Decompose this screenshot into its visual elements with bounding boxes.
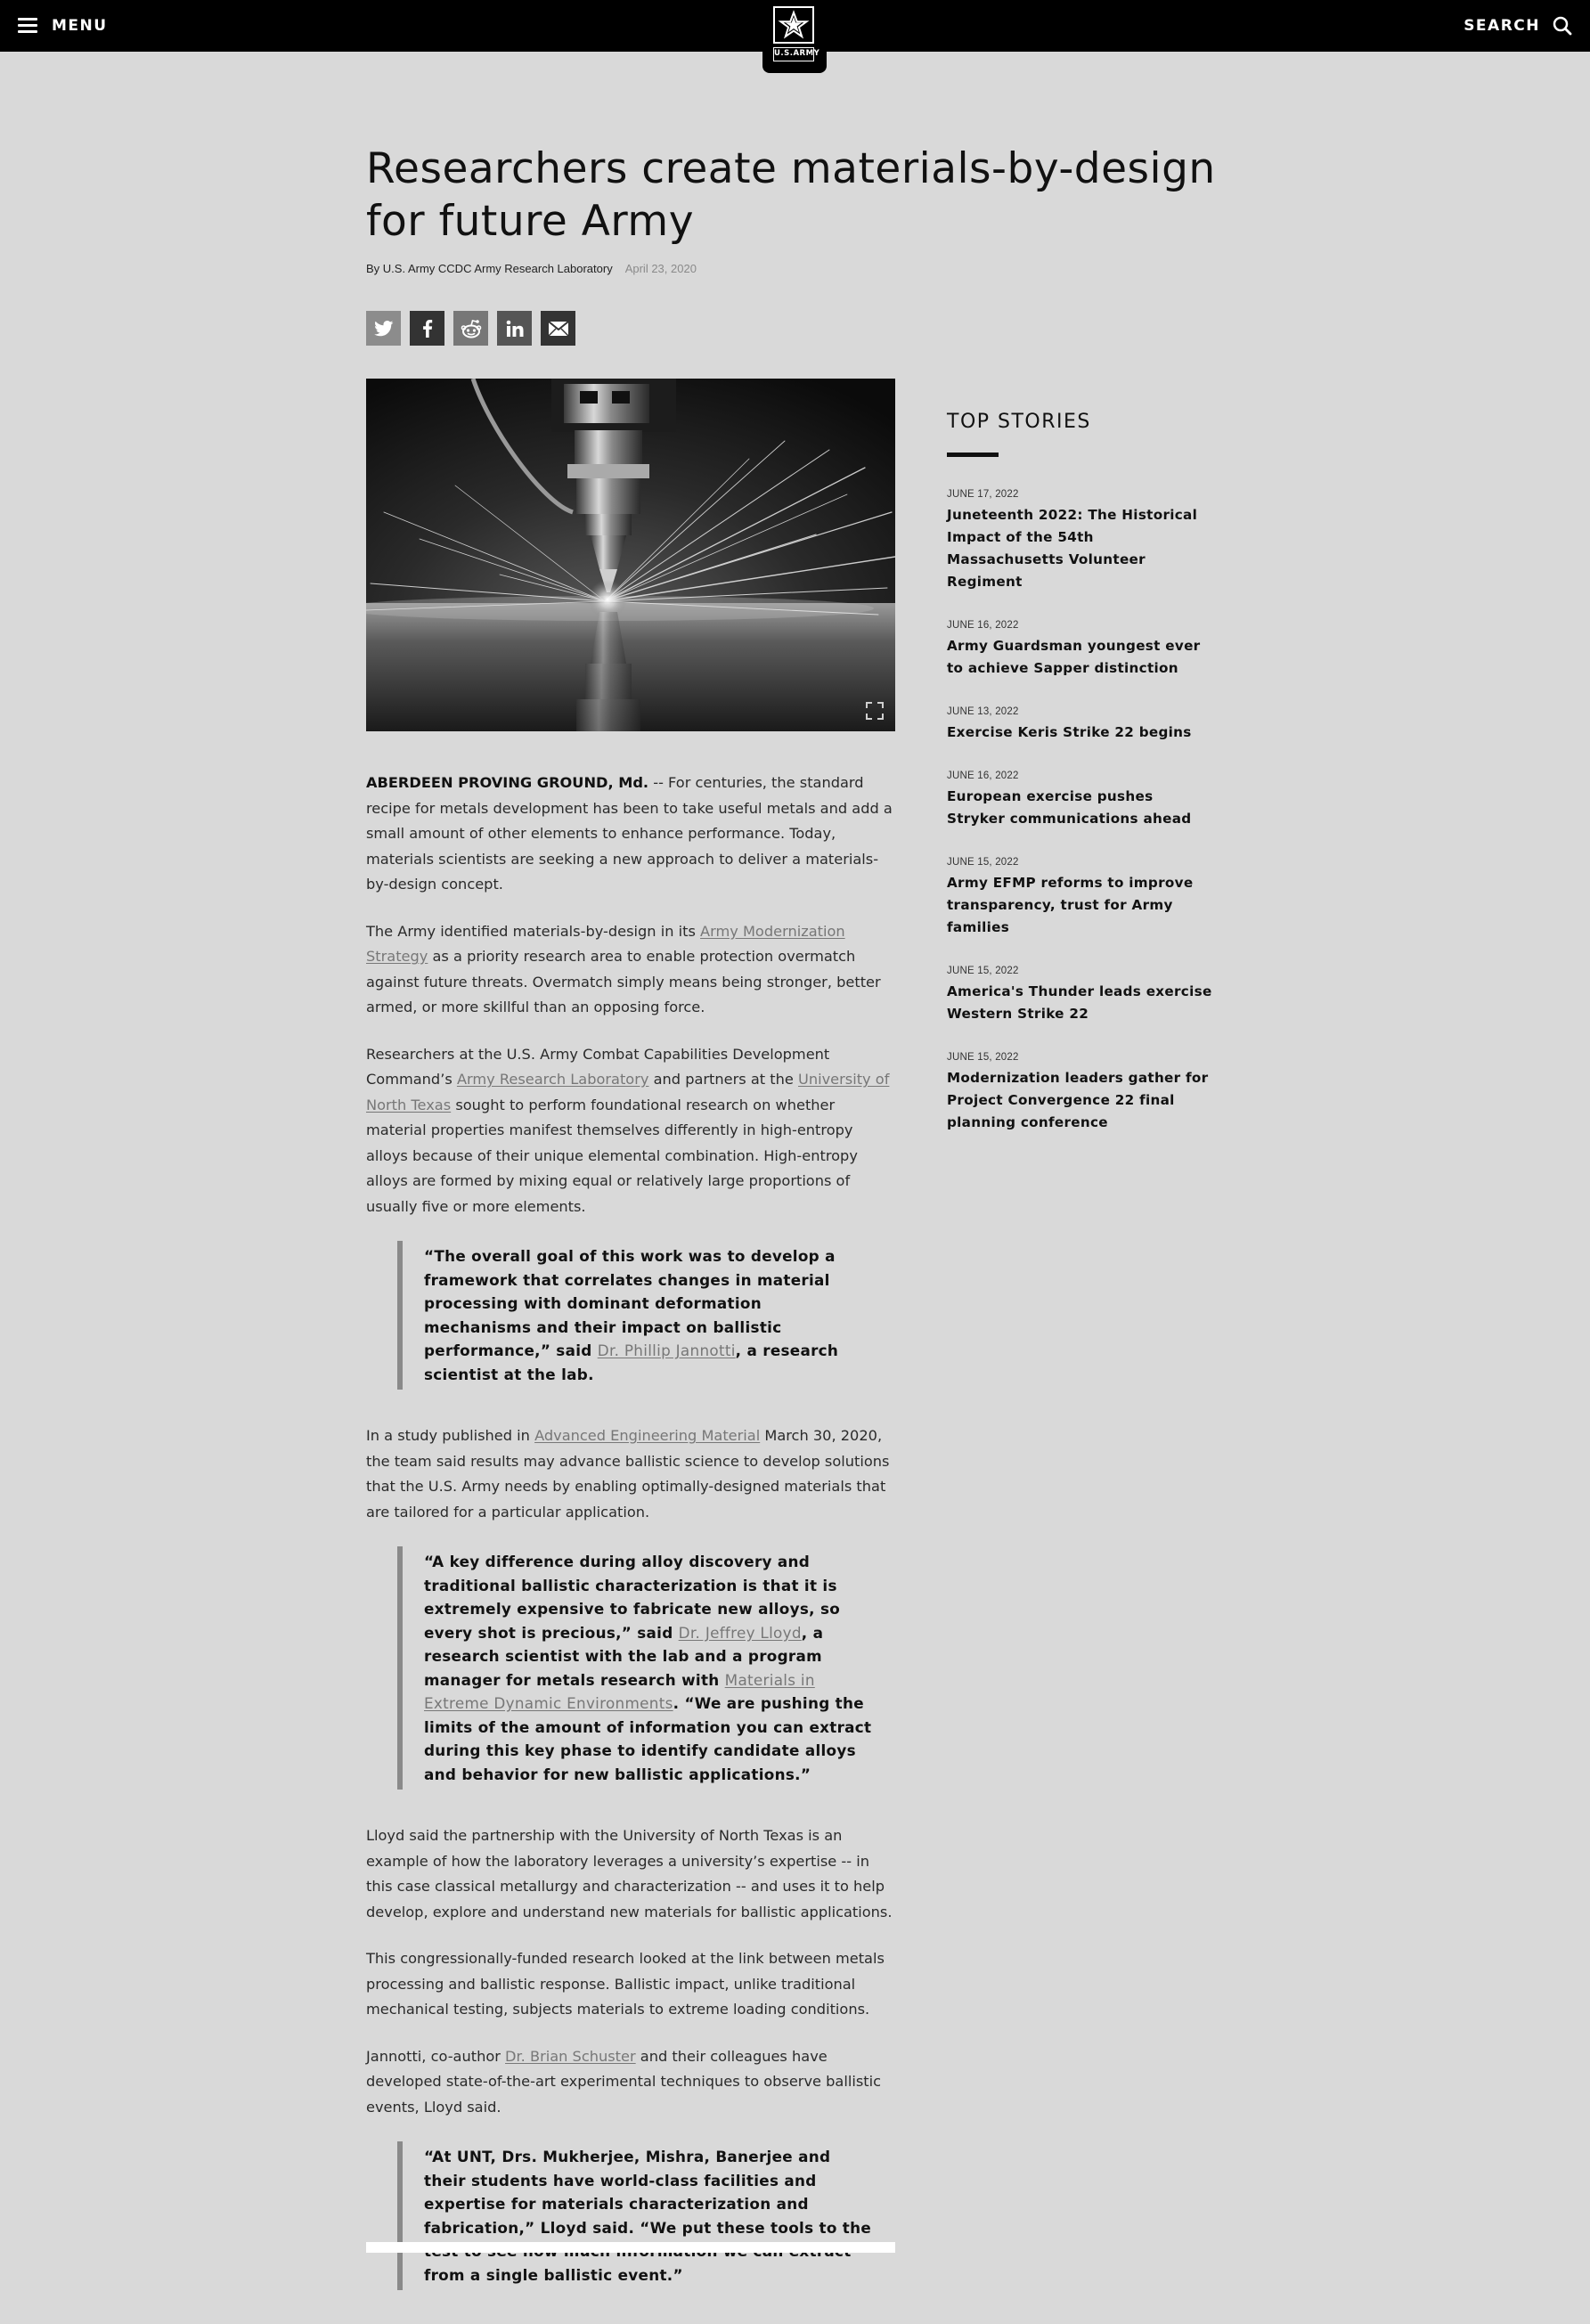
dateline: ABERDEEN PROVING GROUND, Md. — [366, 774, 649, 791]
paragraph-7: Jannotti, co-author Dr. Brian Schuster and their colleagues have developed state-of-the-art experimental techniques to observe ballistic events, Lloyd said. — [366, 2047, 882, 2116]
article-byline — [366, 262, 697, 275]
reddit-icon — [461, 319, 482, 338]
article-title: Researchers create materials-by-design for future Army — [366, 144, 1216, 246]
hero-image — [366, 379, 895, 731]
expand-image-button[interactable] — [865, 701, 885, 721]
army-star-icon — [773, 6, 814, 44]
hamburger-icon — [18, 18, 37, 34]
story-date: JUNE 17, 2022 — [947, 489, 1019, 500]
story-date: JUNE 15, 2022 — [947, 966, 1019, 976]
search-label: SEARCH — [1464, 17, 1540, 35]
link-advanced-engineering-material[interactable]: Advanced Engineering Material — [534, 1427, 761, 1444]
story-title[interactable]: Juneteenth 2022: The Historical Impact of the 54th Massachusetts Volunteer Regiment — [947, 507, 1198, 590]
twitter-icon — [374, 321, 394, 337]
link-university-of-north-texas[interactable]: University of North Texas — [366, 1071, 890, 1113]
story-date: JUNE 16, 2022 — [947, 771, 1019, 781]
facebook-icon — [422, 320, 433, 338]
story-item[interactable] — [947, 706, 1214, 744]
story-item[interactable] — [947, 857, 1214, 939]
pull-quote-3: “At UNT, Drs. Mukherjee, Mishra, Banerjee and their students have world-class facilities and expertise for materials characterization and fabrication,” Lloyd said. “We put these tools to the from a single ballistic event.” — [397, 2141, 874, 2290]
story-title[interactable]: Modernization leaders gather for Project Convergence 22 final planning conference — [947, 1070, 1209, 1130]
top-stories-sidebar — [947, 411, 1214, 1161]
next-content-card — [366, 2242, 895, 2253]
paragraph-5: Lloyd said the partnership with the University of North Texas is an example of how the laboratory leverages a university’s expertise -- in this case classical metallurgy and characterization -- and uses it to help develop, explore and understand new materials for ballistic applications. — [366, 1827, 893, 1920]
sidebar-title: TOP STORIES — [947, 411, 1091, 433]
story-item[interactable] — [947, 1052, 1214, 1134]
email-icon — [548, 321, 569, 337]
share-reddit-button[interactable] — [453, 311, 488, 346]
paragraph-2: The Army identified materials-by-design in its Army Modernization Strategy as a priority research area to enable protection overmatch against future threats. Overmatch simply means being stronger, better armed, or more skillful than an opposing force. — [366, 922, 881, 1015]
link-dr-phillip-jannotti[interactable]: Dr. Phillip Jannotti — [597, 1341, 736, 1359]
search-icon — [1553, 16, 1572, 36]
byline-author: By U.S. Army CCDC Army Research Laboratory — [366, 262, 613, 275]
story-item[interactable] — [947, 771, 1214, 830]
laser-cutter-photo — [366, 379, 895, 731]
link-dr-jeffrey-lloyd[interactable]: Dr. Jeffrey Lloyd — [678, 1623, 802, 1642]
army-wordmark: U.S.ARMY — [773, 47, 814, 61]
paragraph-4: In a study published in Advanced Engineering Material March 30, 2020, the team said results may advance ballistic science to develop solutions that the U.S. Army needs by enabling optimally-designed materials that are tailored for a particular application. — [366, 1427, 890, 1521]
link-materials-extreme-dynamic-environments[interactable]: Materials in Extreme Dynamic Environments — [424, 1670, 815, 1712]
story-title[interactable]: European exercise pushes Stryker communications ahead — [947, 788, 1192, 827]
story-date: JUNE 13, 2022 — [947, 706, 1019, 717]
story-date: JUNE 16, 2022 — [947, 620, 1019, 631]
link-army-research-laboratory[interactable]: Army Research Laboratory — [456, 1071, 649, 1088]
paragraph-6: This congressionally-funded research looked at the link between metals processing and ballistic response. Ballistic impact, unlike traditional mechanical testing, subjects materials to extreme loading conditions. — [366, 1950, 885, 2018]
story-date: JUNE 15, 2022 — [947, 857, 1019, 868]
story-title[interactable]: Exercise Keris Strike 22 begins — [947, 724, 1192, 740]
search-button[interactable] — [1464, 14, 1572, 37]
article-date: April 23, 2020 — [624, 262, 697, 275]
paragraph-1: ABERDEEN PROVING GROUND, Md. -- For centuries, the standard recipe for metals development has been to take useful metals and add a small amount of other elements to enhance performance. Today, materials scientists are seeking a new approach to deliver a materials-by-design concept. — [366, 774, 893, 893]
story-title[interactable]: America's Thunder leads exercise Western Strike 22 — [947, 983, 1212, 1022]
share-email-button[interactable] — [541, 311, 575, 346]
link-army-modernization-strategy[interactable]: Army Modernization Strategy — [366, 922, 845, 965]
menu-button[interactable] — [18, 14, 108, 37]
link-dr-brian-schuster[interactable]: Dr. Brian Schuster — [505, 2047, 636, 2065]
story-title[interactable]: Army Guardsman youngest ever to achieve Sapper distinction — [947, 638, 1201, 676]
share-twitter-button[interactable] — [366, 311, 401, 346]
army-logo[interactable] — [762, 0, 827, 73]
fullscreen-icon — [865, 701, 885, 721]
share-bar — [366, 311, 575, 346]
sidebar-divider — [947, 453, 999, 457]
story-title[interactable]: Army EFMP reforms to improve transparency, trust for Army families — [947, 875, 1194, 935]
pull-quote-1: “The overall goal of this work was to develop a framework that correlates changes in material processing with dominant deformation mechanisms and their impact on ballistic performance,” said Dr. Phillip Jannotti, a research scientist at the lab. — [397, 1241, 874, 1390]
pull-quote-2: “A key difference during alloy discovery and traditional ballistic characterization is that it is extremely expensive to fabricate new alloys, so every shot is precious,” said Dr. Jeffrey Lloyd, a research scientist with the lab and a program manager for metals research with Materials in Extreme Dynamic Environments. “We are pushing the limits of the amount of information you can extract during this key phase to identify candidate alloys and behavior for new ballistic applications.” — [397, 1546, 874, 1790]
paragraph-3: Researchers at the U.S. Army Combat Capabilities Development Command’s Army Research Laboratory and partners at the University of North Texas sought to perform foundational research on whether material properties manifest themselves differently in high-entropy alloys because of their unique elemental combination. High-entropy alloys are formed by mixing equal or relatively large proportions of usually five or more elements. — [366, 1045, 890, 1215]
article-body — [366, 771, 895, 2324]
share-linkedin-button[interactable] — [497, 311, 532, 346]
share-facebook-button[interactable] — [410, 311, 444, 346]
story-item[interactable] — [947, 489, 1214, 593]
menu-label: MENU — [52, 17, 108, 35]
story-item[interactable] — [947, 966, 1214, 1025]
linkedin-icon — [506, 320, 524, 338]
story-date: JUNE 15, 2022 — [947, 1052, 1019, 1063]
story-item[interactable] — [947, 620, 1214, 680]
